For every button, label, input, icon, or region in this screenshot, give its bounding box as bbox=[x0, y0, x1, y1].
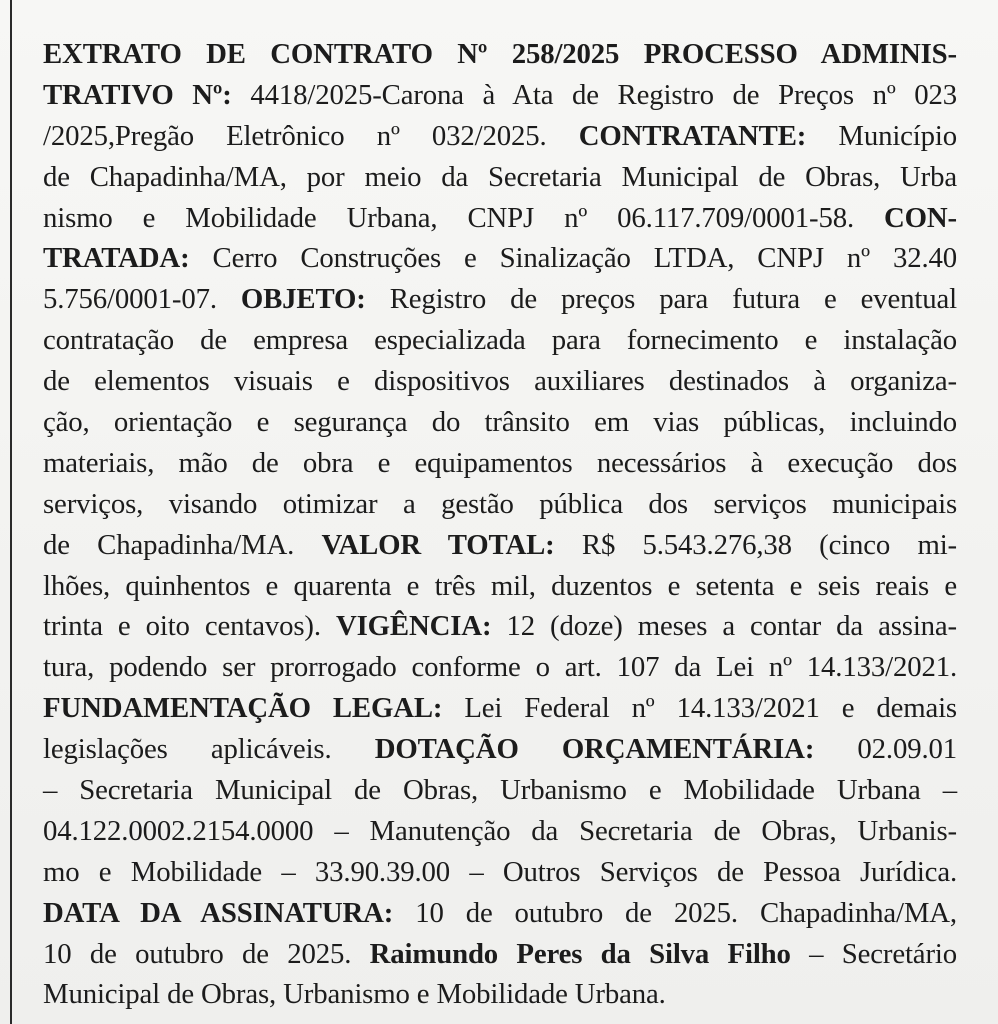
text-run: de elementos visuais e dispositivos auxiliares destinados à organiza- bbox=[43, 365, 957, 398]
text-run: nismo e Mobilidade Urbana, CNPJ nº 06.117.709/0001-58. bbox=[43, 201, 885, 234]
text-line bbox=[43, 647, 957, 688]
text-run: legislações aplicáveis. bbox=[43, 733, 375, 766]
text-run: Registro de preços para futura e eventual bbox=[365, 283, 957, 316]
contract-extract-notice bbox=[43, 34, 957, 1015]
text-line bbox=[43, 770, 957, 811]
text-line bbox=[43, 974, 957, 1015]
bold-label: VIGÊNCIA: bbox=[335, 610, 492, 643]
text-line bbox=[43, 811, 957, 852]
text-run: 10 de outubro de 2025. Chapadinha/MA, bbox=[393, 896, 957, 929]
text-line bbox=[43, 75, 957, 116]
bold-label: FUNDAMENTAÇÃO LEGAL: bbox=[43, 692, 443, 725]
text-run: Municipal de Obras, Urbanismo e Mobilidade Urbana. bbox=[43, 978, 666, 1011]
text-run: ção, orientação e segurança do trânsito em vias públicas, incluindo bbox=[43, 406, 957, 439]
text-line bbox=[43, 688, 957, 729]
text-run: 4418/2025-Carona à Ata de Registro de Preços nº 023 bbox=[231, 78, 958, 111]
text-run: de Chapadinha/MA, por meio da Secretaria Municipal de Obras, Urba bbox=[43, 160, 957, 193]
text-run: materiais, mão de obra e equipamentos necessários à execução dos bbox=[43, 446, 957, 479]
text-run: Lei Federal nº 14.133/2021 e demais bbox=[442, 692, 957, 725]
text-line bbox=[43, 34, 957, 75]
text-line bbox=[43, 402, 957, 443]
text-line bbox=[43, 320, 957, 361]
bold-label: CONTRATANTE: bbox=[578, 119, 807, 152]
text-run: Município bbox=[806, 119, 958, 152]
bold-label: VALOR TOTAL: bbox=[321, 528, 555, 561]
text-run: – Secretaria Municipal de Obras, Urbanismo e Mobilidade Urbana – bbox=[43, 774, 957, 807]
text-run: 12 (doze) meses a contar da assina- bbox=[491, 610, 957, 643]
text-line bbox=[43, 525, 957, 566]
bold-label: DATA DA ASSINATURA: bbox=[43, 896, 394, 929]
bold-label: Raimundo Peres da Silva Filho bbox=[369, 937, 791, 970]
text-run: /2025,Pregão Eletrônico nº 032/2025. bbox=[43, 119, 579, 152]
text-run: trinta e oito centavos). bbox=[43, 610, 336, 643]
bold-label: CON- bbox=[884, 201, 957, 234]
text-run: serviços, visando otimizar a gestão pública dos serviços municipais bbox=[43, 487, 957, 520]
text-line bbox=[43, 279, 957, 320]
text-line bbox=[43, 606, 957, 647]
text-run: 02.09.01 bbox=[814, 733, 958, 766]
text-line bbox=[43, 893, 957, 934]
bold-label: EXTRATO DE CONTRATO Nº 258/2025 PROCESSO ADMINIS- bbox=[43, 38, 957, 70]
bold-label: DOTAÇÃO ORÇAMENTÁRIA: bbox=[374, 733, 815, 766]
text-line bbox=[43, 443, 957, 484]
text-line bbox=[43, 934, 957, 975]
text-run: Cerro Construções e Sinalização LTDA, CNPJ nº 32.40 bbox=[189, 242, 957, 275]
text-line bbox=[43, 566, 957, 607]
text-run: mo e Mobilidade – 33.90.39.00 – Outros Serviços de Pessoa Jurídica. bbox=[43, 855, 957, 888]
bold-label: TRATADA: bbox=[43, 242, 190, 275]
text-line bbox=[43, 729, 957, 770]
text-line bbox=[43, 198, 957, 239]
text-line bbox=[43, 238, 957, 279]
text-run: de Chapadinha/MA. bbox=[43, 528, 322, 561]
bold-label: TRATIVO Nº: bbox=[43, 78, 232, 111]
text-run: 5.756/0001-07. bbox=[43, 283, 241, 316]
text-run: 04.122.0002.2154.0000 – Manutenção da Secretaria de Obras, Urbanis- bbox=[43, 814, 957, 847]
text-run: tura, podendo ser prorrogado conforme o art. 107 da Lei nº 14.133/2021. bbox=[43, 651, 957, 684]
text-line bbox=[43, 852, 957, 893]
text-line bbox=[43, 116, 957, 157]
text-line bbox=[43, 157, 957, 198]
bold-label: OBJETO: bbox=[240, 283, 366, 316]
column-divider bbox=[10, 0, 12, 1024]
text-run: lhões, quinhentos e quarenta e três mil, duzentos e setenta e seis reais e bbox=[43, 569, 957, 602]
text-line bbox=[43, 484, 957, 525]
text-run: – Secretário bbox=[790, 937, 957, 970]
text-run: R$ 5.543.276,38 (cinco mi- bbox=[554, 528, 957, 561]
text-run: 10 de outubro de 2025. bbox=[43, 937, 370, 970]
text-run: contratação de empresa especializada para fornecimento e instalação bbox=[43, 324, 957, 357]
text-line bbox=[43, 361, 957, 402]
